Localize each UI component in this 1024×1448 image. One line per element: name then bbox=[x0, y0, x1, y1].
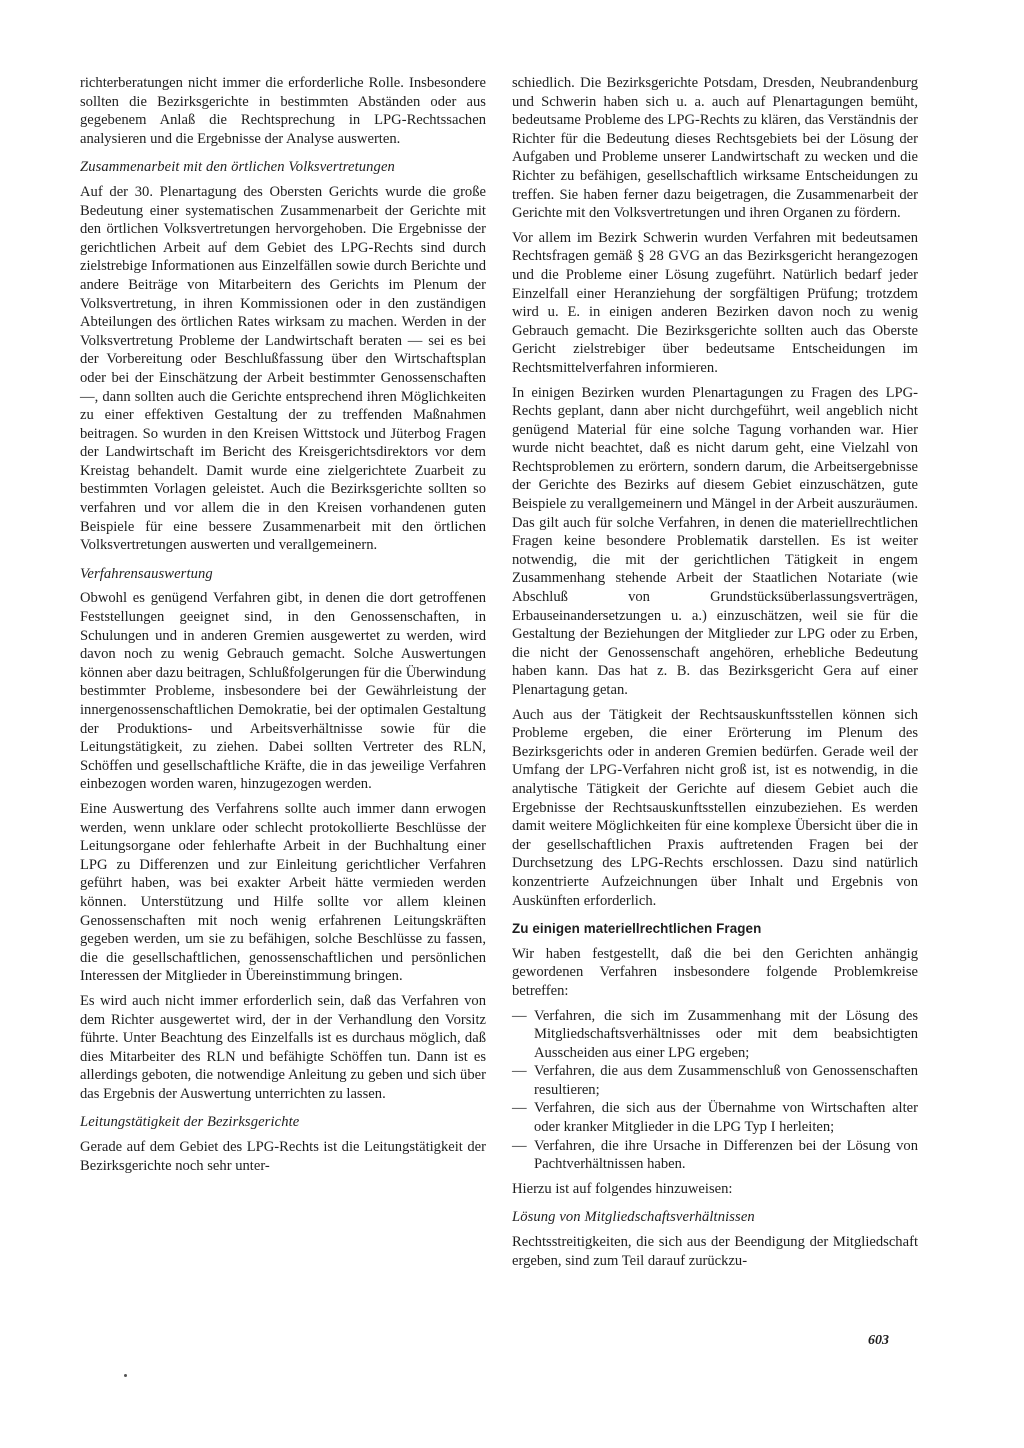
list-item-text: Verfahren, die sich aus der Übernahme von Wirtschaften alter oder kranker Mitglieder in die LPG Typ I herleiten; bbox=[534, 1100, 918, 1136]
section-heading: Zu einigen materiellrechtlichen Fragen bbox=[512, 921, 762, 937]
paragraph: Wir haben festgestellt, daß die bei den Gerichten anhängig gewordenen Verfahren insbesondere folgende Problemkreise betreffen: bbox=[512, 945, 918, 999]
paragraph: Es wird auch nicht immer erforderlich sein, daß das Verfahren von dem Richter ausgewertet wird, der in der Verhandlung den Vorsitz führte. Unter Beachtung des Einzelfalls ist es durchaus möglich, daß dies Mitarbeiter des RLN und befähigte Schöffen tun. Dann ist es allerdings geboten, die notwendige Anleitung zu geben und sich über das Ergebnis der Auswertung unterrichten zu lassen. bbox=[80, 992, 486, 1102]
section-heading: Zusammenarbeit mit den örtlichen Volksvertretungen bbox=[80, 159, 395, 176]
list-item-text: Verfahren, die sich im Zusammenhang mit der Lösung des Mitgliedschaftsverhältnisses oder mit dem beabsichtigten Ausscheiden aus einer LPG ergeben; bbox=[534, 1007, 918, 1061]
list-marker: — bbox=[512, 1007, 527, 1024]
list-item bbox=[512, 1137, 918, 1174]
paragraph: Eine Auswertung des Verfahrens sollte auch immer dann erwogen werden, wenn unklare oder schlecht protokollierte Beschlüsse der Leitungsorgane oder fehlerhafte Arbeit in der Buchhaltung einer LPG zu Differenzen und zur Einleitung gerichtlicher Verfahren geführt haben, was bei exakter Arbeit hätte vermieden werden können. Unterstützung und Hilfe sollte vor allem kleinen Genossenschaften mit noch wenig erfahrenen Leitungskräften gegeben werden, um sie zu befähigen, solche Beschlüsse zu fassen, die die gesellschaftlichen, genossenschaftlichen und persönlichen Interessen der Mitglieder in Übereinstimmung bringen. bbox=[80, 800, 486, 985]
paragraph: Rechtsstreitigkeiten, die sich aus der Beendigung der Mitgliedschaft ergeben, sind zum Teil darauf zurückzu- bbox=[512, 1234, 918, 1269]
list-item-text: Verfahren, die ihre Ursache in Differenzen bei der Lösung von Pachtverhältnissen haben. bbox=[534, 1137, 918, 1173]
list-item bbox=[512, 1062, 918, 1099]
list-item bbox=[512, 1099, 918, 1136]
paragraph: Hierzu ist auf folgendes hinzuweisen: bbox=[512, 1180, 733, 1197]
paragraph: Vor allem im Bezirk Schwerin wurden Verfahren mit bedeutsamen Rechtsfragen gemäß § 28 GVG an das Bezirksgericht herangezogen und die Probleme einer Lösung zugeführt. Natürlich bedarf jeder Einzelfall einer Heranziehung der sorgfältigen Prüfung; trotzdem wird u. E. in einigen anderen Bezirken davon noch zu wenig Gebrauch gemacht. Die Bezirksgerichte sollten auch das Oberste Gericht zielstrebiger über bedeutsame Entscheidungen im Rechtsmittelverfahren informieren. bbox=[512, 229, 918, 376]
section-heading: Verfahrensauswertung bbox=[80, 565, 213, 582]
list-marker: — bbox=[512, 1063, 527, 1080]
problem-list bbox=[512, 1007, 918, 1174]
list-marker: — bbox=[512, 1100, 527, 1117]
section-heading: Leitungstätigkeit der Bezirksgerichte bbox=[80, 1114, 300, 1131]
right-column bbox=[512, 74, 918, 1276]
paragraph: Gerade auf dem Gebiet des LPG-Rechts ist die Leitungstätigkeit der Bezirksgerichte noch sehr unter- bbox=[80, 1139, 486, 1174]
section-heading: Lösung von Mitgliedschaftsverhältnissen bbox=[512, 1209, 755, 1226]
scan-speck bbox=[124, 1374, 127, 1377]
left-column bbox=[80, 74, 486, 1181]
paragraph: Obwohl es genügend Verfahren gibt, in denen die dort getroffenen Feststellungen geeignet sind, in den Genossenschaften, in Schulungen und in anderen Gremien ausgewertet zu werden, wird davon noch zu wenig Gebrauch gemacht. Solche Auswertungen können aber dazu beitragen, Schlußfolgerungen für die Überwindung bestimmter Probleme, insbesondere bei der Gewährleistung der innergenossenschaftlichen Demokratie, bei der optimalen Gestaltung der Produktions- und Arbeitsverhältnisse sowie für die Leitungstätigkeit, zu ziehen. Dabei sollten Vertreter des RLN, Schöffen und gesellschaftliche Kräfte, die in das jeweilige Verfahren einbezogen worden waren, hinzugezogen werden. bbox=[80, 590, 486, 793]
paragraph: schiedlich. Die Bezirksgerichte Potsdam, Dresden, Neubrandenburg und Schwerin haben sich u. a. auch auf Plenartagungen bemüht, bedeutsame Probleme des LPG-Rechts zu klären, das Verständnis der Richter für die Bedeutung dieses Rechtsgebiets bei der Lösung der Aufgaben und Probleme unserer Landwirtschaft zu wecken und die Richter zu befähigen, gesellschaftlich wirksame Entscheidungen zu treffen. Sie haben ferner dazu beigetragen, die Zusammenarbeit der Gerichte mit den Volksvertretungen und ihren Organen zu fördern. bbox=[512, 75, 918, 222]
paragraph: Auch aus der Tätigkeit der Rechtsauskunftsstellen können sich Probleme ergeben, die einer Erörterung im Plenum des Bezirksgerichts oder in anderen Gremien bedürfen. Gerade weil der Umfang der LPG-Verfahren nicht groß ist, ist es notwendig, in die analytische Tätigkeit der Gerichte auf diesem Gebiet auch die Ergebnisse der Rechtsauskunftsstellen einzubeziehen. Es werden damit weitere Möglichkeiten für eine komplexe Übersicht über die in der gesellschaftlichen Praxis auftretenden Fragen bei der Durchsetzung des LPG-Rechts erschlossen. Dazu sind natürlich konzentrierte Aufzeichnungen über Inhalt und Ergebnis von Auskünften erforderlich. bbox=[512, 706, 918, 909]
paragraph: richterberatungen nicht immer die erforderliche Rolle. Insbesondere sollten die Bezirksgerichte in bestimmten Abständen oder aus gegebenem Anlaß die Rechtsprechung in LPG-Rechtssachen analysieren und die Ergebnisse der Analyse auswerten. bbox=[80, 75, 486, 147]
page-number: 603 bbox=[868, 1333, 889, 1348]
paragraph: Auf der 30. Plenartagung des Obersten Gerichts wurde die große Bedeutung einer systematischen Zusammenarbeit der Gerichte mit den örtlichen Volksvertretungen hervorgehoben. Die Ergebnisse der gerichtlichen Arbeit auf dem Gebiet des LPG-Rechts sind durch zielstrebige Informationen aus Einzelfällen sowie durch Berichte und andere Beiträge von Mitarbeitern des Gerichts im Plenum der Volksvertretung, in ihren Kommissionen oder in den zuständigen Abteilungen des örtlichen Rates wirksam zu machen. Werden in der Volksvertretung Probleme der Landwirtschaft beraten — sei es bei der Vorbereitung oder Beschlußfassung über den Wirtschaftsplan oder bei der Einschätzung der Arbeit bestimmter Genossenschaften —, dann sollten auch die Gerichte entsprechend ihren Möglichkeiten zu einer effektiven Gestaltung der zu treffenden Maßnahmen beitragen. So wurden in den Kreisen Wittstock und Jüterbog Fragen der Landwirtschaft im Bericht des Kreisgerichtsdirektors vor dem Kreistag behandelt. Damit wurde eine zielgerichtete Zuarbeit zu bestimmten Vorlagen geleistet. Auch die Bezirksgerichte sollten so verfahren und vor allem die in den Kreisen vorhandenen guten Beispiele für eine bessere Zusammenarbeit mit den örtlichen Volksvertretungen auswerten und verallgemeinern. bbox=[80, 183, 486, 554]
list-item bbox=[512, 1007, 918, 1063]
list-item-text: Verfahren, die aus dem Zusammenschluß von Genossenschaften resultieren; bbox=[534, 1063, 918, 1098]
paragraph: In einigen Bezirken wurden Plenartagungen zu Fragen des LPG-Rechts geplant, dann aber nicht durchgeführt, weil angeblich nicht genügend Material für eine solche Tagung vorhanden war. Hier wurde nicht beachtet, daß es nicht darum geht, eine Vielzahl von Rechtsproblemen zu erörtern, sondern darum, die Arbeitsergebnisse der Gerichte des Bezirks auf diesem Gebiet einzuschätzen, gute Beispiele zu verallgemeinern und Mängel in der Arbeit auszuräumen. Das gilt auch für solche Verfahren, in denen die materiellrechtlichen Fragen keine besondere Problematik darstellen. Es ist weiter notwendig, die mit der gerichtlichen Tätigkeit in engem Zusammenhang stehende Arbeit der Staatlichen Notariate (wie Abschluß von Grundstücksüberlassungsverträgen, Erbauseinandersetzungen u. a.) einzuschätzen, weil sie für die Gestaltung der Beziehungen der Mitglieder zur LPG oder zu Erben, die nicht der Genossenschaft angehören, erhebliche Bedeutung haben kann. Das hat z. B. das Bezirksgericht Gera auf einer Plenartagung getan. bbox=[512, 384, 918, 698]
list-marker: — bbox=[512, 1137, 527, 1154]
